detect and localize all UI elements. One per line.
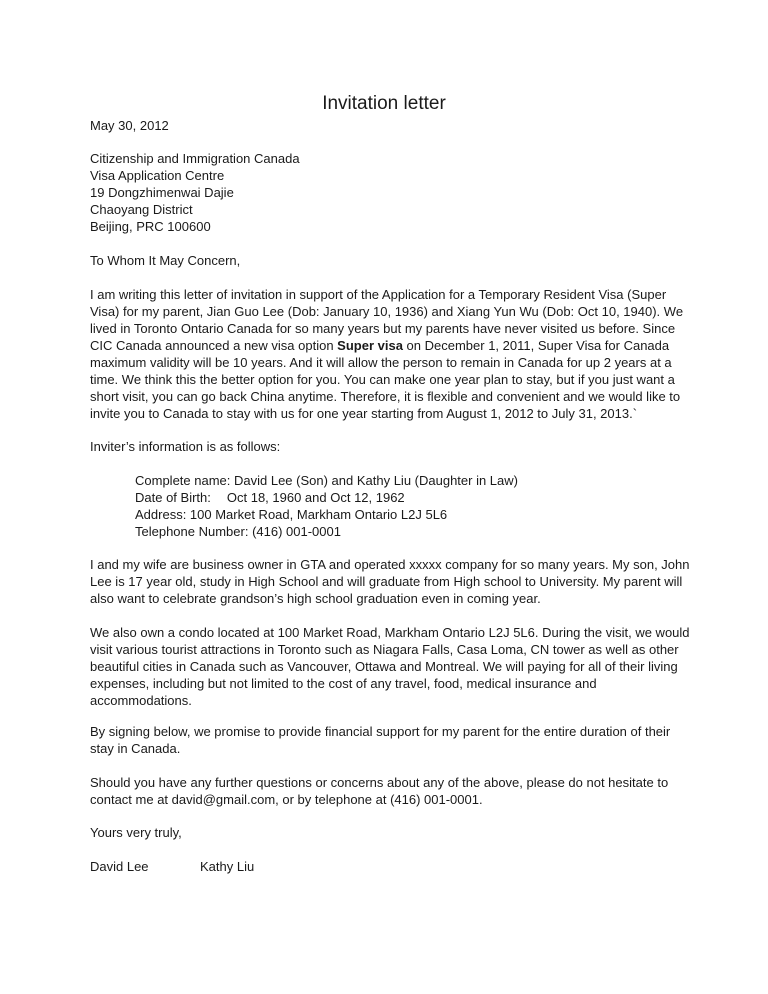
paragraph-line: Lee is 17 year old, study in High School and will graduate from High school to University. My parent will	[90, 574, 683, 589]
signature-kathy: Kathy Liu	[200, 859, 255, 874]
super-visa-bold: Super visa	[337, 338, 403, 353]
paragraph-support	[90, 723, 682, 757]
recipient-address	[90, 150, 682, 235]
paragraph-line: visit various tourist attractions in Toronto such as Niagara Falls, Casa Loma, CN tower as well as other	[90, 642, 679, 657]
paragraph-line	[90, 337, 682, 354]
paragraph-line: stay in Canada.	[90, 741, 181, 756]
paragraph-line: We also own a condo located at 100 Market Road, Markham Ontario L2J 5L6. During the visit, we would	[90, 625, 690, 640]
paragraph-line: expenses, including but not limited to the cost of any travel, food, medical insurance and	[90, 676, 597, 691]
closing: Yours very truly,	[90, 825, 182, 840]
signature-david: David Lee	[90, 859, 149, 874]
address-line: Visa Application Centre	[90, 168, 225, 183]
inviter-phone: Telephone Number: (416) 001-0001	[135, 524, 341, 539]
text-segment: on December 1, 2011, Super Visa for Canada	[402, 338, 670, 353]
dob-label: Date of Birth:	[135, 490, 211, 505]
paragraph-line: invite you to Canada to stay with us for one year starting from August 1, 2012 to July 31, 2013.`	[90, 406, 638, 421]
inviter-name: Complete name: David Lee (Son) and Kathy Liu (Daughter in Law)	[135, 473, 518, 488]
text-segment: CIC Canada announced a new visa option	[90, 338, 338, 353]
paragraph-line: Visa) for my parent, Jian Guo Lee (Dob: January 10, 1936) and Xiang Yun Wu (Dob: Oct 10, 1940). We	[90, 304, 684, 319]
paragraph-contact	[90, 774, 682, 808]
inviter-dob	[135, 489, 655, 506]
address-line: Citizenship and Immigration Canada	[90, 151, 300, 166]
paragraph-line: beautiful cities in Canada such as Vancouver, Ottawa and Montreal. We will paying for all of their living	[90, 659, 678, 674]
paragraph-line: Should you have any further questions or concerns about any of the above, please do not hesitate to	[90, 775, 669, 790]
address-line: 19 Dongzhimenwai Dajie	[90, 185, 234, 200]
letter-title: Invitation letter	[322, 93, 446, 114]
inviter-address: Address: 100 Market Road, Markham Ontario L2J 5L6	[135, 507, 448, 522]
letter-date: May 30, 2012	[90, 118, 169, 133]
address-line: Chaoyang District	[90, 202, 193, 217]
paragraph-line: also want to celebrate grandson’s high school graduation even in coming year.	[90, 591, 541, 606]
paragraph-line: contact me at david@gmail.com, or by telephone at (416) 001-0001.	[90, 792, 483, 807]
paragraph-line: maximum validity will be 10 years. And it will allow the person to remain in Canada for up 2 years at a	[90, 355, 672, 370]
paragraph-visit	[90, 624, 690, 709]
paragraph-line: By signing below, we promise to provide financial support for my parent for the entire duration of their	[90, 724, 671, 739]
paragraph-line: I and my wife are business owner in GTA and operated xxxxx company for so many years. My son, John	[90, 557, 690, 572]
inviter-info	[135, 472, 655, 540]
dob-value: Oct 18, 1960 and Oct 12, 1962	[226, 490, 405, 505]
paragraph-family	[90, 556, 690, 607]
salutation: To Whom It May Concern,	[90, 253, 241, 268]
address-line: Beijing, PRC 100600	[90, 219, 211, 234]
signatures	[90, 858, 682, 875]
paragraph-line: short visit, you can go back China anytime. Therefore, it is flexible and convenient and we would like to	[90, 389, 681, 404]
paragraph-line: time. We think this the better option for you. You can make one year plan to stay, but if you just want a	[90, 372, 675, 387]
inviter-intro: Inviter’s information is as follows:	[90, 439, 281, 454]
paragraph-invitation	[90, 286, 682, 422]
paragraph-line: accommodations.	[90, 693, 192, 708]
paragraph-line: I am writing this letter of invitation in support of the Application for a Temporary Resident Visa (Super	[90, 287, 667, 302]
paragraph-line: lived in Toronto Ontario Canada for so many years but my parents have never visited us before. Since	[90, 321, 676, 336]
